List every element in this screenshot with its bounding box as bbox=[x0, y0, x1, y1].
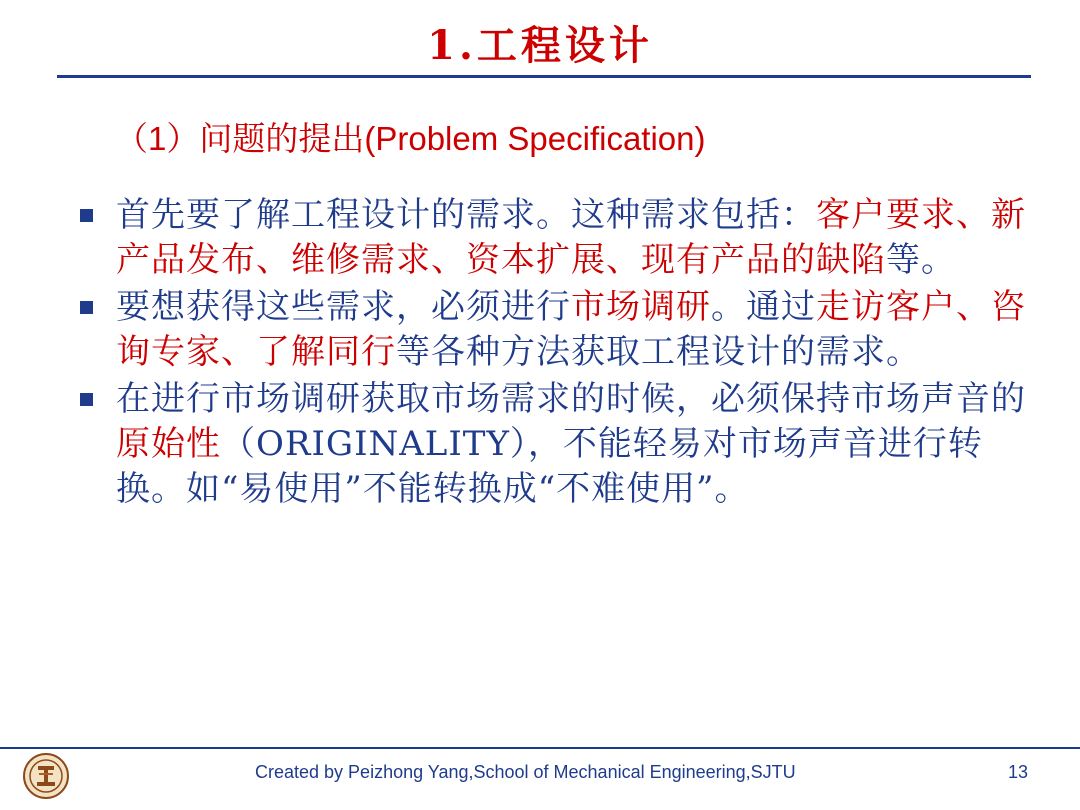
title-rule bbox=[57, 75, 1031, 78]
bullet-item bbox=[78, 377, 1038, 512]
text-segment: （ORIGINALITY），不能轻易对市场声音进行转换。如“易使用”不能转换成“不难使用”。 bbox=[116, 424, 983, 509]
highlight-segment: 市场调研 bbox=[571, 287, 711, 327]
bullet-list bbox=[78, 193, 1038, 514]
square-bullet-icon bbox=[80, 301, 93, 314]
text-segment: 要想获得这些需求，必须进行 bbox=[116, 287, 571, 327]
page-number: 13 bbox=[1008, 762, 1029, 782]
bullet-item bbox=[78, 193, 1038, 283]
text-segment: 首先要了解工程设计的需求。这种需求包括： bbox=[116, 195, 816, 235]
slide-subtitle: （1）问题的提出(Problem Specification) bbox=[115, 120, 706, 157]
text-segment: 。通过 bbox=[711, 287, 816, 327]
square-bullet-icon bbox=[80, 393, 93, 406]
bullet-item bbox=[78, 285, 1038, 375]
highlight-segment: 走访客户、咨询专家、了解同行 bbox=[116, 287, 1026, 372]
square-bullet-icon bbox=[80, 209, 93, 222]
footer-credit: Created by Peizhong Yang,School of Mechanical Engineering,SJTU bbox=[255, 762, 796, 782]
highlight-segment: 原始性 bbox=[116, 424, 221, 464]
slide-title: 1.工程设计 bbox=[427, 22, 653, 69]
text-segment: 等。 bbox=[886, 240, 956, 280]
text-segment: 在进行市场调研获取市场需求的时候，必须保持市场声音的 bbox=[116, 379, 1026, 419]
sjtu-seal-icon bbox=[22, 752, 70, 800]
highlight-segment: 客户要求、新产品发布、维修需求、资本扩展、现有产品的缺陷 bbox=[116, 195, 1026, 280]
text-segment: 等各种方法获取工程设计的需求。 bbox=[396, 332, 921, 372]
footer-rule bbox=[0, 747, 1080, 749]
